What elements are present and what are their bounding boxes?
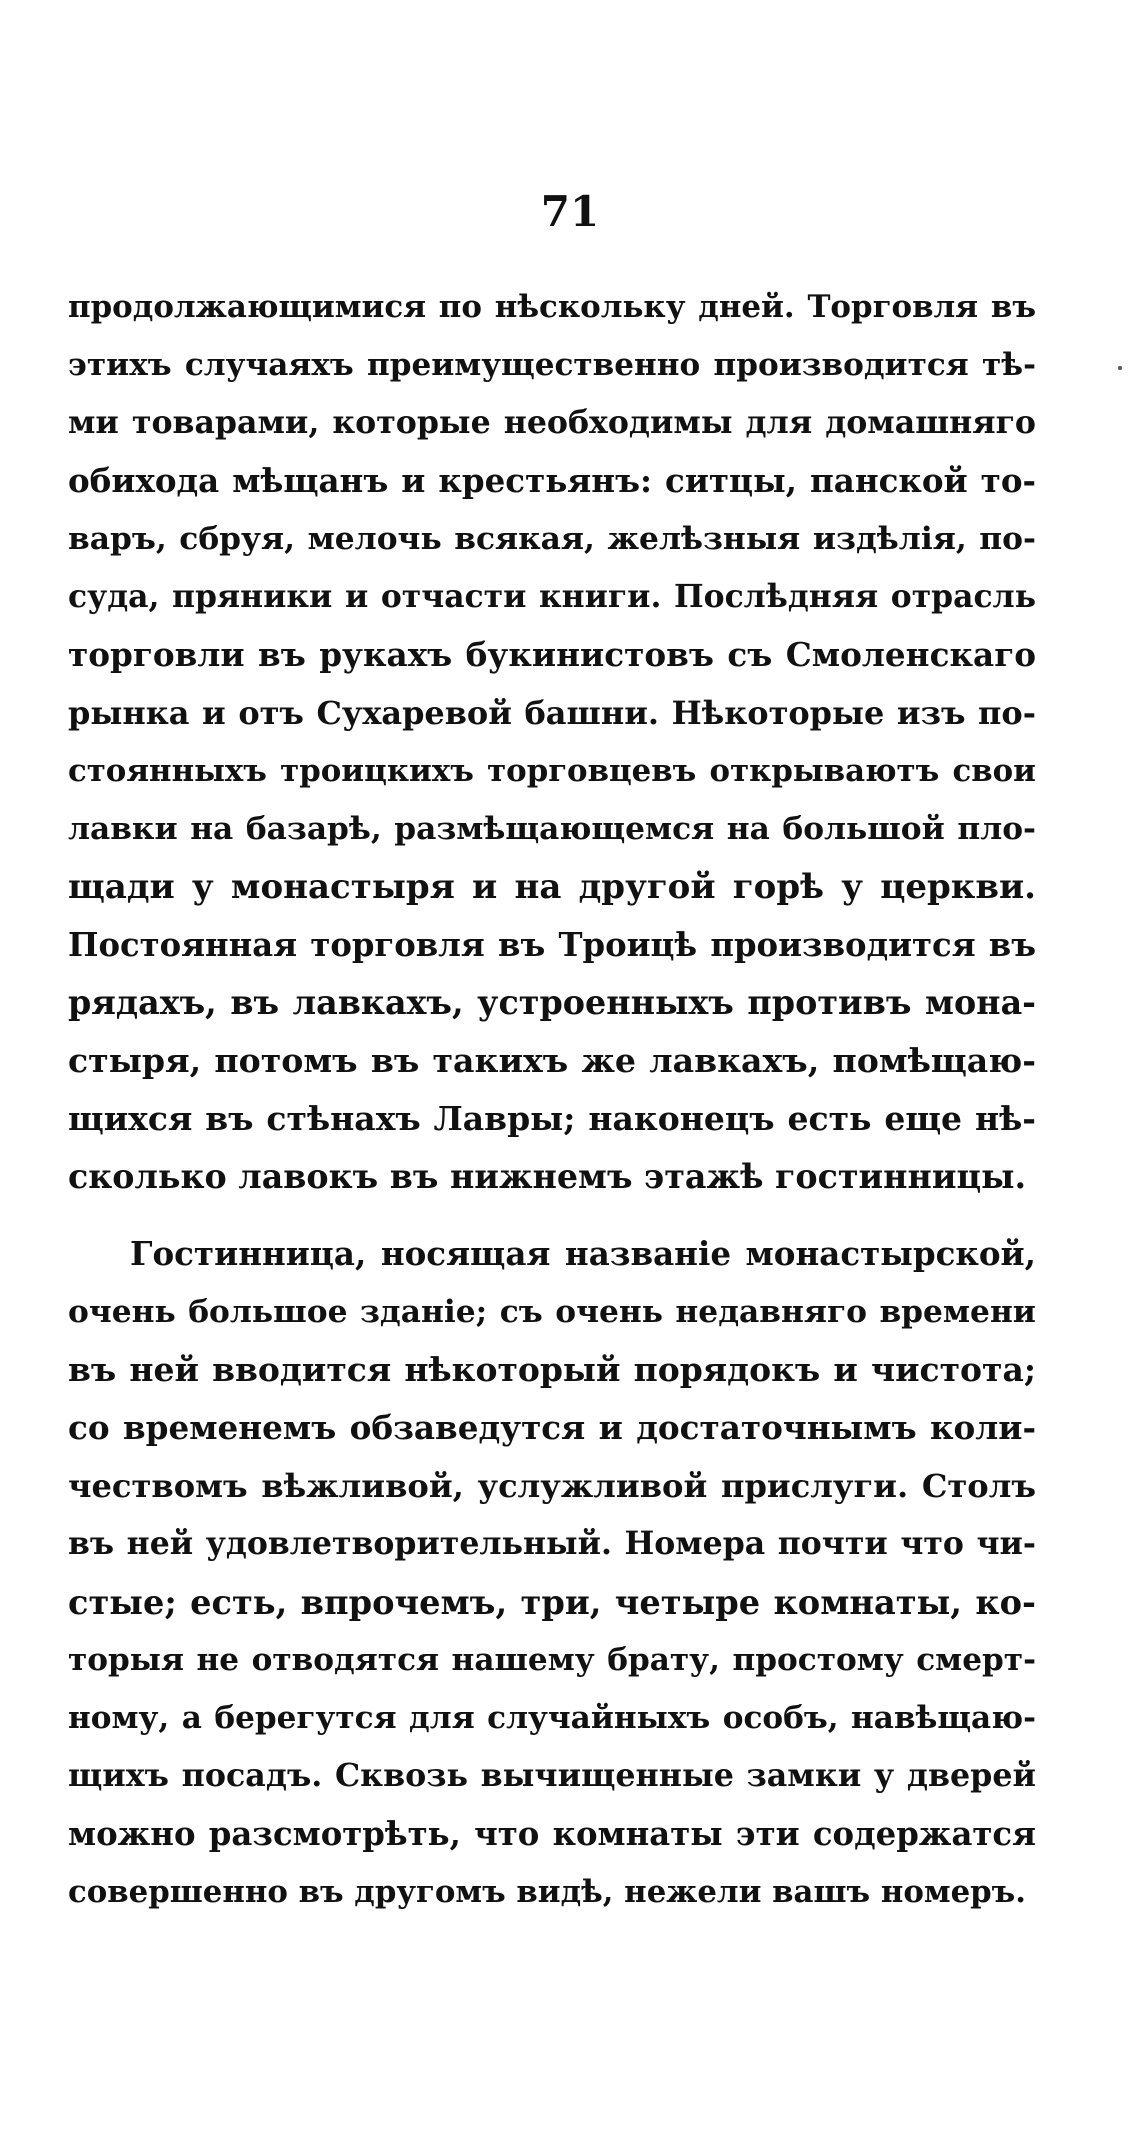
text-line: можно разсмотрѣть, что комнаты эти содержатся xyxy=(68,1815,1036,1853)
text-line: обихода мѣщанъ и крестьянъ: ситцы, панской то- xyxy=(68,461,1036,500)
text-line: продолжающимися по нѣскольку дней. Торговля въ xyxy=(68,289,1036,325)
paragraph-2 xyxy=(68,1225,1036,1921)
text-line: щади у монастыря и на другой горѣ у церкви. xyxy=(68,867,1036,907)
text-line: суда, пряники и отчасти книги. Послѣдняя отрасль xyxy=(68,579,1036,615)
text-line: ному, а берегутся для случайныхъ особъ, навѣщаю- xyxy=(68,1700,1036,1736)
text-line: Гостинница, носящая названіе монастырской, xyxy=(130,1234,1036,1273)
margin-mark xyxy=(1118,366,1122,370)
text-line: рядахъ, въ лавкахъ, устроенныхъ противъ мона- xyxy=(68,983,1036,1022)
text-line: совершенно въ другомъ видѣ, нежели вашъ номеръ. xyxy=(68,1874,1026,1910)
text-line: со временемъ обзаведутся и достаточнымъ коли- xyxy=(68,1408,1036,1447)
text-line: варъ, сбруя, мелочь всякая, желѣзныя издѣлія, по- xyxy=(68,521,1036,557)
page-number: 71 xyxy=(540,187,600,236)
text-line: торговли въ рукахъ букинистовъ съ Смоленскаго xyxy=(68,635,1036,674)
text-line: сколько лавокъ въ нижнемъ этажѣ гостинницы. xyxy=(68,1157,1027,1196)
text-line: ми товарами, которые необходимы для домашняго xyxy=(68,404,1036,441)
text-line: стые; есть, впрочемъ, три, четыре комнаты, ко- xyxy=(68,1582,1036,1622)
paragraph-1 xyxy=(68,278,1036,1206)
text-line: чествомъ вѣжливой, услужливой прислуги. Столъ xyxy=(68,1467,1036,1505)
text-line: стоянныхъ троицкихъ торговцевъ открываютъ свои xyxy=(68,753,1036,789)
text-line: рынка и отъ Сухаревой башни. Нѣкоторые изъ по- xyxy=(68,694,1036,732)
text-line: въ ней вводится нѣкоторый порядокъ и чистота; xyxy=(68,1350,1036,1389)
text-line: торыя не отводятся нашему брату, простому смерт- xyxy=(68,1642,1036,1678)
text-line: щихся въ стѣнахъ Лавры; наконецъ есть еще нѣ- xyxy=(68,1099,1036,1138)
text-line: въ ней удовлетворительный. Номера почти что чи- xyxy=(68,1525,1036,1562)
text-line: лавки на базарѣ, размѣщающемся на большой пло- xyxy=(68,811,1036,847)
text-line: этихъ случаяхъ преимущественно производится тѣ- xyxy=(68,347,1036,383)
text-line: щихъ посадъ. Сквозь вычищенные замки у дверей xyxy=(68,1757,1036,1794)
text-line: очень большое зданіе; съ очень недавняго времени xyxy=(68,1294,1036,1330)
text-line: Постоянная торговля въ Троицѣ производится въ xyxy=(68,926,1036,964)
text-line: стыря, потомъ въ такихъ же лавкахъ, помѣщаю- xyxy=(68,1041,1036,1080)
